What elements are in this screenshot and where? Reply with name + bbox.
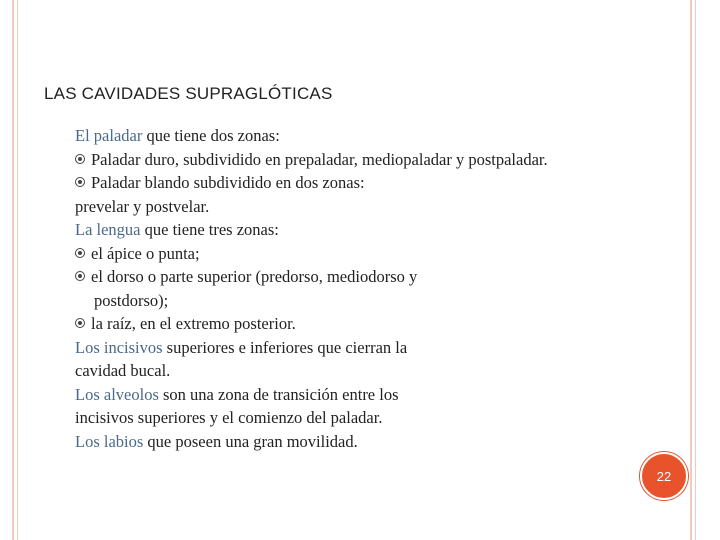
incisors-term: Los incisivos xyxy=(75,337,163,357)
palate-continuation: prevelar y postvelar. xyxy=(75,196,210,216)
lips-term: Los labios xyxy=(75,431,144,451)
bullet-icon xyxy=(75,154,85,164)
list-item: el dorso o parte superior (predorso, mediodorso y xyxy=(75,265,675,289)
bullet-icon xyxy=(75,177,85,187)
right-border-rule-thin xyxy=(695,0,696,540)
palate-term: El paladar xyxy=(75,126,143,145)
tongue-term: La lengua xyxy=(75,220,141,239)
page-number-badge: 22 xyxy=(640,452,688,500)
alveoli-continuation: incisivos superiores y el comienzo del paladar. xyxy=(75,408,383,427)
bullet-icon xyxy=(75,271,85,281)
slide-title: LAS CAVIDADES SUPRAGLÓTICAS xyxy=(44,84,333,103)
alveoli-term: Los alveolos xyxy=(75,384,159,404)
alveoli-paragraph: Los alveolos son una zona de transición entre los xyxy=(75,384,399,404)
left-border-rule xyxy=(12,0,14,540)
list-item: la raíz, en el extremo posterior. xyxy=(75,312,675,336)
bullet-icon xyxy=(75,318,85,328)
palate-heading: El paladar que tiene dos zonas: xyxy=(75,126,280,145)
slide-body xyxy=(75,124,675,453)
list-item: Paladar duro, subdividido en prepaladar, mediopaladar y postpaladar. xyxy=(75,148,675,172)
tongue-continuation: postdorso); xyxy=(94,290,169,310)
incisors-paragraph: Los incisivos superiores e inferiores que cierran la xyxy=(75,337,408,357)
list-item: el ápice o punta; xyxy=(75,242,675,266)
tongue-heading: La lengua que tiene tres zonas: xyxy=(75,220,279,239)
left-border-rule-thin xyxy=(17,0,18,540)
lips-paragraph: Los labios que poseen una gran movilidad. xyxy=(75,431,358,451)
incisors-continuation: cavidad bucal. xyxy=(75,361,171,380)
right-border-rule xyxy=(690,0,692,540)
bullet-icon xyxy=(75,248,85,258)
list-item: Paladar blando subdividido en dos zonas: xyxy=(75,171,675,195)
